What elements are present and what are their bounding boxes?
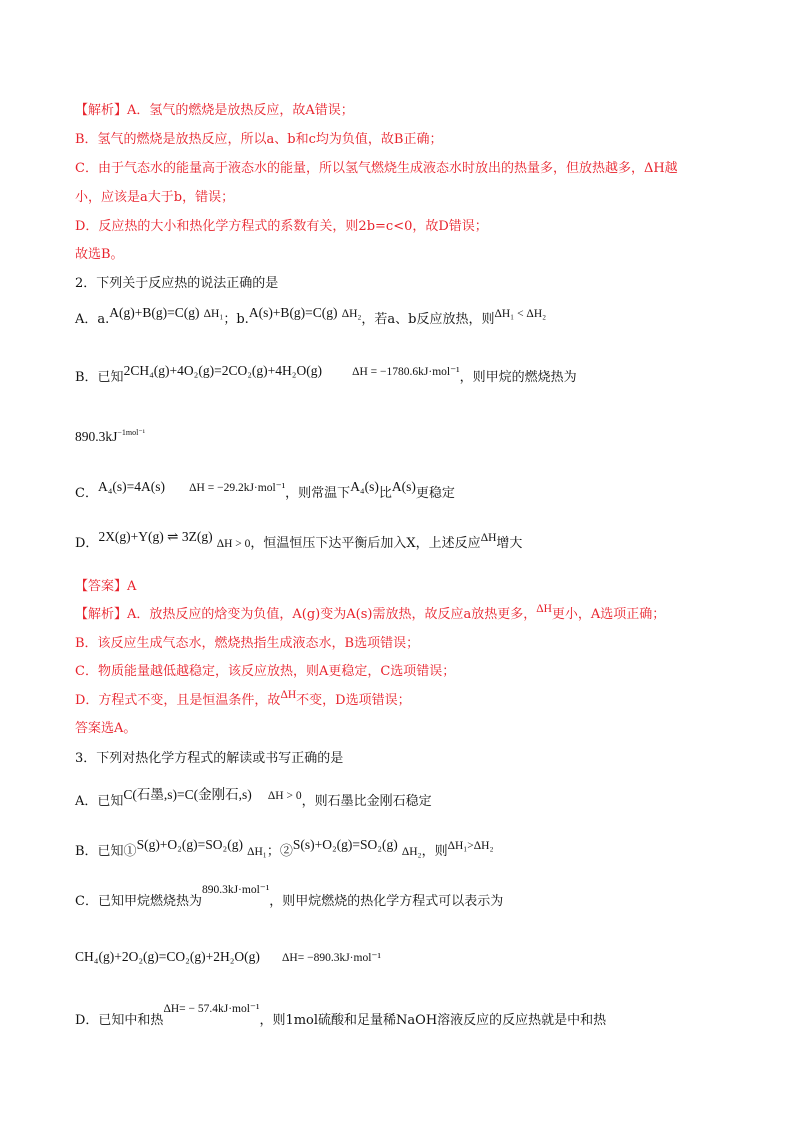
equation: A(g)+B(g)=C(g) xyxy=(109,305,200,320)
option-label: B．已知 xyxy=(75,370,124,385)
enthalpy-symbol: ΔH xyxy=(480,532,497,544)
q3-option-c xyxy=(75,884,504,911)
enthalpy-symbol: ΔH xyxy=(536,603,552,615)
q1-analysis-d: D．反应热的大小和热化学方程式的系数有关，则2b=c<0，故D错误； xyxy=(75,219,488,234)
analysis-text: 不变，D选项错误； xyxy=(296,693,411,708)
q2-analysis-b: B．该反应生成气态水，燃烧热指生成液态水，B选项错误； xyxy=(75,636,420,651)
q3-stem: 3．下列对热化学方程式的解读或书写正确的是 xyxy=(75,751,344,766)
option-label: C． xyxy=(75,486,98,501)
q3-option-b xyxy=(75,837,494,861)
q1-choose: 故选B。 xyxy=(75,247,124,262)
analysis-text: 【解析】A．放热反应的焓变为负值，A(g)变为A(s)需放热，故反应a放热更多， xyxy=(75,607,537,622)
q2-option-d xyxy=(75,529,523,553)
q2-option-a xyxy=(75,305,547,329)
enthalpy-symbol: ΔH₂ xyxy=(341,308,362,320)
heat-unit: −1mol⁻¹ xyxy=(117,428,145,437)
enthalpy-value: ΔH= −890.3kJ·mol⁻¹ xyxy=(282,952,381,964)
option-text: ，则 xyxy=(421,844,448,859)
species: A(s) xyxy=(391,479,416,494)
q1-analysis-a: 【解析】A．氢气的燃烧是放热反应，故A错误； xyxy=(75,103,354,118)
q3-option-a xyxy=(75,787,432,811)
enthalpy-condition: ΔH > 0 xyxy=(216,538,251,550)
option-label: A．已知 xyxy=(75,794,124,809)
enthalpy-symbol: ΔH₁ xyxy=(203,308,224,320)
option-label: A．a. xyxy=(75,312,110,327)
enthalpy-relation: ΔH₁>ΔH₂ xyxy=(447,840,494,852)
q2-analysis-a xyxy=(75,603,666,624)
option-text: ，恒温恒压下达平衡后加入X，上述反应 xyxy=(250,536,481,551)
equation: 2X(g)+Y(g) ⇌ 3Z(g) xyxy=(98,529,213,544)
separator: ；② xyxy=(266,844,293,859)
enthalpy-symbol: ΔH xyxy=(280,689,297,701)
enthalpy-value: ΔH= − 57.4kJ·mol⁻¹ xyxy=(163,1003,260,1015)
option-text: 增大 xyxy=(496,536,523,551)
q2-stem: 2．下列关于反应热的说法正确的是 xyxy=(75,276,279,291)
enthalpy-value: ΔH = −29.2kJ·mol⁻¹ xyxy=(189,482,286,494)
analysis-text: 更小，A选项正确； xyxy=(551,607,666,622)
option-text: ，则甲烷燃烧的热化学方程式可以表示为 xyxy=(269,894,504,909)
option-label: B．已知① xyxy=(75,844,137,859)
equation: 2CH₄(g)+4O₂(g)=2CO₂(g)+4H₂O(g) xyxy=(123,363,322,378)
equation: A(s)+B(g)=C(g) xyxy=(248,305,338,320)
separator: ；b. xyxy=(223,312,249,327)
enthalpy-value: ΔH = −1780.6kJ·mol⁻¹ xyxy=(352,366,460,378)
analysis-text: D．方程式不变，且是恒温条件，故 xyxy=(75,693,281,708)
option-text: ，则石墨比金刚石稳定 xyxy=(301,794,432,809)
option-text: 比 xyxy=(378,486,392,501)
option-text: ，则常温下 xyxy=(285,486,351,501)
heat-value: 890.3kJ xyxy=(75,429,118,444)
option-label: C．已知甲烷燃烧热为 xyxy=(75,894,202,909)
q2-choose: 答案选A。 xyxy=(75,721,137,736)
q2-option-c xyxy=(75,479,455,503)
q2-analysis-c: C．物质能量越低越稳定，该反应放热，则A更稳定，C选项错误； xyxy=(75,664,456,679)
option-text: ，若a、b反应放热，则 xyxy=(361,312,495,327)
equation: S(g)+O₂(g)=SO₂(g) xyxy=(136,837,243,852)
q2-option-b-value xyxy=(75,428,145,448)
option-text: ，则1mol硫酸和足量稀NaOH溶液反应的反应热就是中和热 xyxy=(259,1013,607,1028)
q3-option-c-equation xyxy=(75,948,381,967)
q1-analysis-b: B．氢气的燃烧是放热反应，所以a、b和c均为负值，故B正确； xyxy=(75,132,443,147)
q1-analysis-c-line2: 小，应该是a大于b，错误； xyxy=(75,190,235,205)
option-text: 更稳定 xyxy=(415,486,455,501)
q3-option-d xyxy=(75,1003,607,1030)
option-label: D． xyxy=(75,536,99,551)
option-text: ，则甲烷的燃烧热为 xyxy=(459,370,577,385)
q1-analysis-c-line1: C．由于气态水的能量高于液态水的能量，所以氢气燃烧生成液态水时放出的热量多，但放热越多，ΔH越 xyxy=(75,161,678,176)
equation: C(石墨,s)=C(金刚石,s) xyxy=(123,787,252,802)
enthalpy-symbol: ΔH₂ xyxy=(401,846,422,858)
equation: S(s)+O₂(g)=SO₂(g) xyxy=(292,837,398,852)
enthalpy-symbol: ΔH₁ xyxy=(247,846,267,858)
enthalpy-condition: ΔH > 0 xyxy=(267,790,302,802)
enthalpy-relation: ΔH₁ < ΔH₂ xyxy=(494,308,547,320)
equation: A₄(s)=4A(s) xyxy=(97,479,166,494)
q2-analysis-d xyxy=(75,689,411,710)
q2-option-b xyxy=(75,363,577,387)
q2-answer: 【答案】A xyxy=(75,579,137,594)
equation: CH₄(g)+2O₂(g)=CO₂(g)+2H₂O(g) xyxy=(75,949,260,964)
option-label: D．已知中和热 xyxy=(75,1013,164,1028)
heat-value: 890.3kJ·mol⁻¹ xyxy=(201,884,270,896)
species: A₄(s) xyxy=(350,479,379,494)
